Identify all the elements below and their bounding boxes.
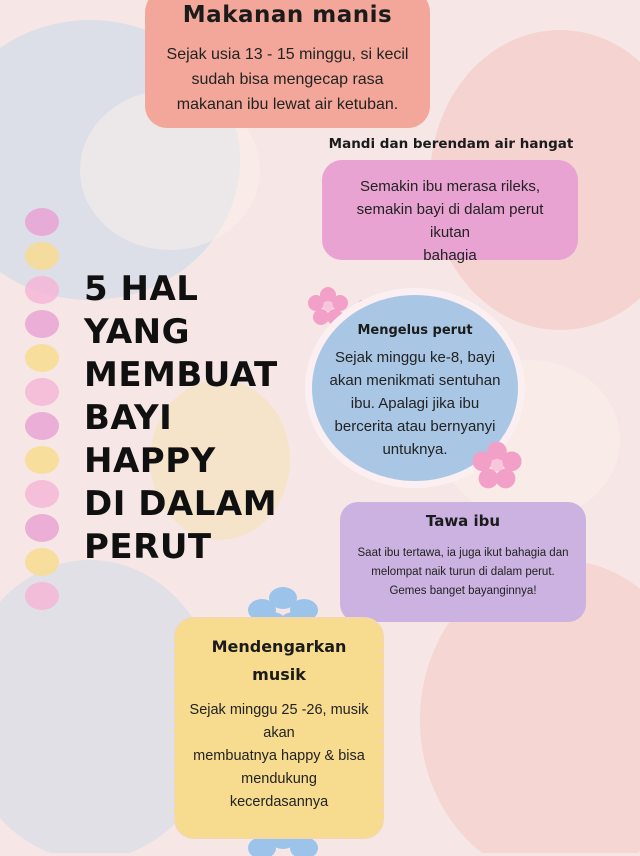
card-title-line: musik xyxy=(252,665,306,684)
decorative-dot xyxy=(25,276,59,304)
decorative-dot xyxy=(25,412,59,440)
decorative-dot xyxy=(25,344,59,372)
card-title xyxy=(176,633,382,689)
title-line: 5 HAL xyxy=(84,269,199,309)
card-title: Tawa ibu xyxy=(425,512,501,530)
card-mendengarkan-musik xyxy=(174,617,384,839)
card-text-line: semakin bayi di dalam perut xyxy=(356,201,544,218)
card-title-line: Mendengarkan xyxy=(211,637,347,656)
card-text-line: akan menikmati sentuhan xyxy=(329,372,501,389)
card-text-line: bahagia xyxy=(423,247,477,264)
card-text-line: Gemes banget bayanginnya! xyxy=(389,585,537,597)
title-line: BAYI xyxy=(84,398,173,438)
main-title xyxy=(84,268,278,569)
card-text-line: bercerita atau bernyanyi xyxy=(334,418,496,435)
card-text-line: Sejak minggu ke-8, bayi xyxy=(334,349,496,366)
decorative-dot xyxy=(25,208,59,236)
card-text-line: akan xyxy=(263,725,295,741)
decorative-dot xyxy=(25,310,59,338)
card-text-line: ikutan xyxy=(429,224,471,241)
title-line: HAPPY xyxy=(84,441,216,481)
decorative-dot xyxy=(25,548,59,576)
title-line: PERUT xyxy=(84,527,212,567)
card-tawa-ibu xyxy=(340,502,586,622)
card-text-line: mendukung xyxy=(241,771,317,787)
card-text-line: Saat ibu tertawa, ia juga ikut bahagia dan xyxy=(357,547,569,559)
card-title-mandi: Mandi dan berendam air hangat xyxy=(328,136,574,152)
card-text-line: kecerdasannya xyxy=(229,794,329,810)
title-line: MEMBUAT xyxy=(84,355,278,395)
card-title: Makanan manis xyxy=(182,2,393,28)
decorative-dot xyxy=(25,480,59,508)
card-text-line: Sejak minggu 25 -26, musik xyxy=(189,702,369,718)
pink-flower-icon xyxy=(470,440,524,490)
card-makanan-manis xyxy=(145,0,430,128)
decorative-dot xyxy=(25,378,59,406)
card-mandi xyxy=(322,160,578,264)
card-title: Mengelus perut xyxy=(357,323,473,338)
card-text-line: untuknya. xyxy=(382,441,448,458)
card-text xyxy=(322,175,578,267)
card-text-line: Semakin ibu merasa rileks, xyxy=(359,178,541,195)
decorative-dot xyxy=(25,242,59,270)
decorative-dot xyxy=(25,514,59,542)
card-text-line: sudah bisa mengecap rasa xyxy=(191,71,384,88)
title-line: DI DALAM xyxy=(84,484,278,524)
title-line: YANG xyxy=(84,312,191,352)
decorative-dot xyxy=(25,582,59,610)
card-text xyxy=(176,699,382,814)
card-text-line: makanan ibu lewat air ketuban. xyxy=(176,96,399,113)
card-text-line: membuatnya happy & bisa xyxy=(193,748,365,764)
card-text xyxy=(145,42,430,117)
card-text-line: melompat naik turun di dalam perut. xyxy=(371,566,555,578)
card-text xyxy=(334,544,592,601)
decorative-dot xyxy=(25,446,59,474)
card-text-line: Sejak usia 13 - 15 minggu, si kecil xyxy=(166,46,409,63)
card-text-line: ibu. Apalagi jika ibu xyxy=(350,395,480,412)
